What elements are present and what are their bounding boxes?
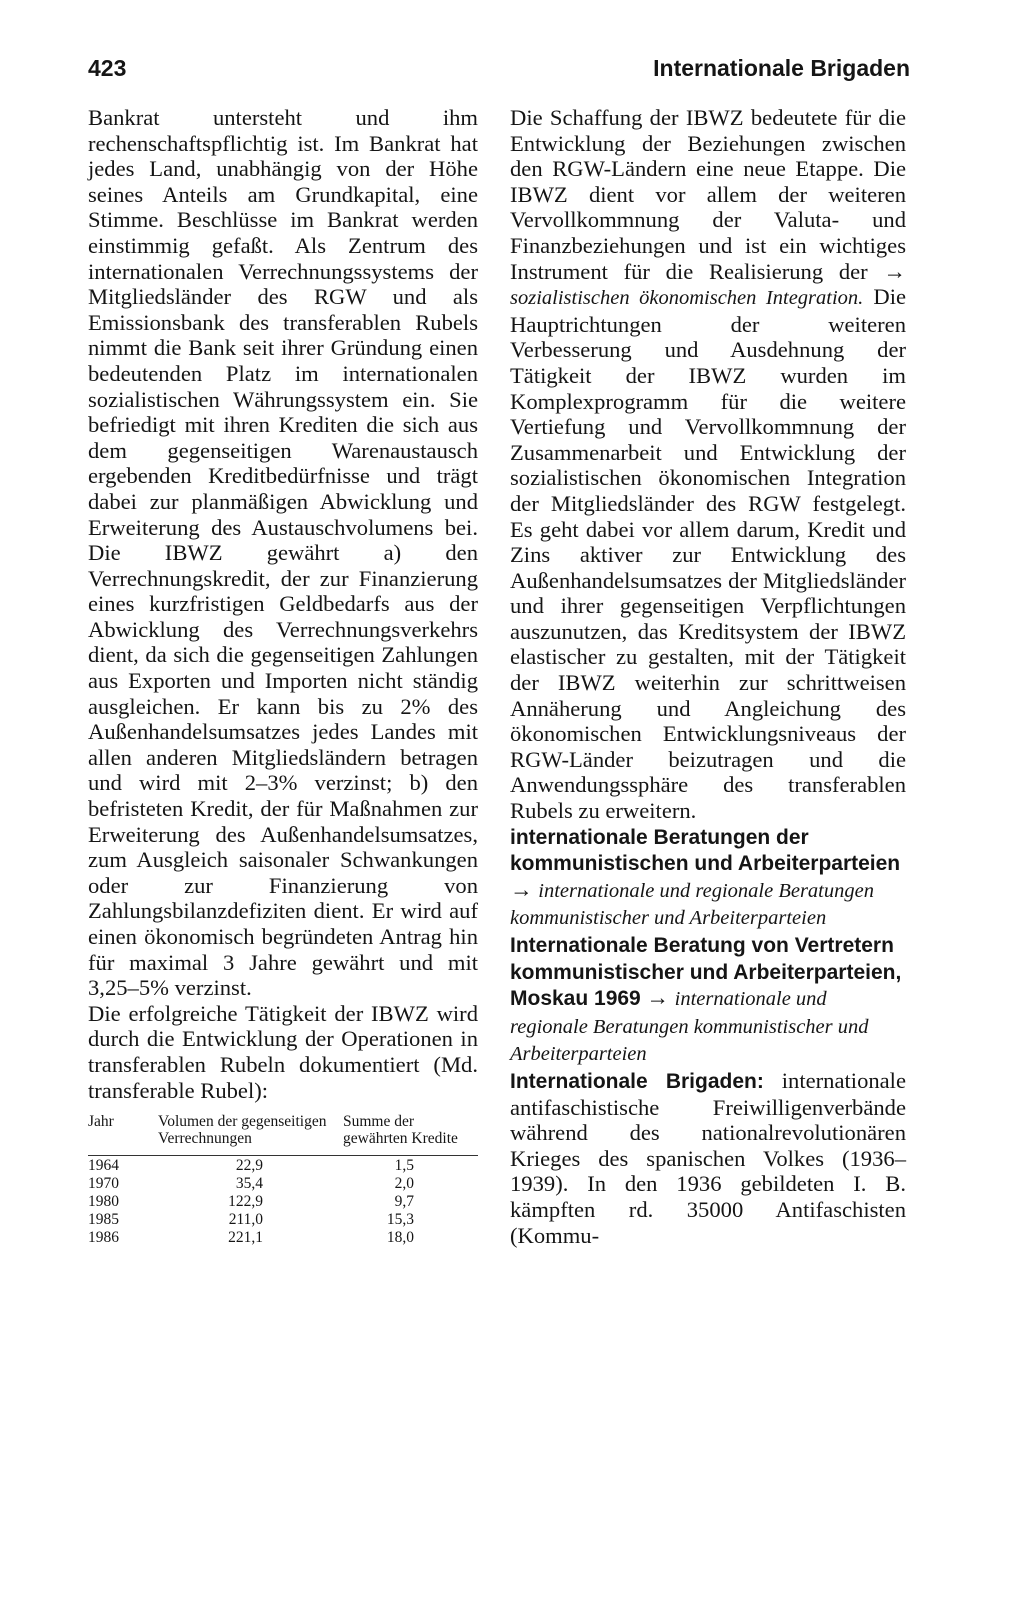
table-row xyxy=(88,1192,478,1210)
right-paragraph-1-text: Die Schaffung der IBWZ bedeutete für die Entwicklung der Beziehungen zwischen den RGW-Ländern eine neue Etappe. Die IBWZ dient vor allem der weiteren Vervollkommnung der Valuta- und Finanzbeziehungen und ist ein wichtiges Instrument für die Realisierung der xyxy=(510,105,906,284)
table-header-kredite: Summe der gewährten Kredite xyxy=(343,1113,478,1156)
cross-reference-arrow: → xyxy=(646,985,669,1011)
entry-keyword: Internationale Beratung von Vertretern kommunistischer und Arbeiterparteien, Moskau 1969 xyxy=(510,934,902,1011)
table-header-row xyxy=(88,1113,478,1156)
operations-table xyxy=(88,1113,478,1246)
table-cell-volume: 122,9 xyxy=(228,1192,263,1210)
table-row xyxy=(88,1210,478,1228)
left-paragraph-2: Die erfolgreiche Tätigkeit der IBWZ wird durch die Entwicklung der Operationen in transferablen Rubeln dokumentiert (Md. transferable Rubel): xyxy=(88,1000,478,1103)
right-column xyxy=(510,105,906,1248)
right-paragraph-1 xyxy=(510,105,906,824)
entry-keyword: Internationale Brigaden: xyxy=(510,1069,764,1093)
table-cell-volume: 22,9 xyxy=(235,1156,263,1174)
dictionary-entry-beratungen xyxy=(510,824,906,932)
table-cell-year: 1980 xyxy=(88,1192,119,1210)
operations-table-wrapper xyxy=(88,1113,478,1246)
table-row xyxy=(88,1228,478,1246)
right-paragraph-1-continuation: Die Hauptrichtungen der weiteren Verbesserung und Ausdehnung der Tätigkeit der IBWZ wurden im Komplexprogramm für die weitere Vertiefung und Vervollkommnung der Zusammenarbeit und Entwicklung der sozialistischen ökonomischen Integration der Mitgliedsländer des RGW festgelegt. Es geht dabei vor allem darum, Kredit und Zins aktiver zur Entwicklung des Außenhandelsumsatzes der Mitgliedsländer und ihrer gegenseitigen Verpflichtungen auszunutzen, das Kreditsystem der IBWZ elastischer zu gestalten, mit der Tätigkeit der IBWZ weiterhin zur schrittweisen Annäherung und Angleichung des ökonomischen Entwicklungsniveaus der RGW-Länder beizutragen und die Anwendungssphäre des transferablen Rubels zu erweitern. xyxy=(510,284,906,824)
table-cell-credit: 1,5 xyxy=(394,1156,414,1174)
entry-keyword: internationale Beratungen der kommunistischen und Arbeiterparteien xyxy=(510,825,901,876)
cross-reference-link[interactable]: internationale und regionale Beratungen kommunistischer und Arbeiterparteien xyxy=(510,879,874,930)
cross-reference-arrow: → xyxy=(510,876,533,902)
table-cell-year: 1985 xyxy=(88,1210,119,1228)
table-header-volumen: Volumen der gegenseitigen Verrechnungen xyxy=(158,1113,343,1156)
table-header-jahr: Jahr xyxy=(88,1113,158,1156)
table-cell-credit: 15,3 xyxy=(386,1210,414,1228)
table-cell-volume: 35,4 xyxy=(235,1174,263,1192)
cross-reference-arrow: → xyxy=(883,258,906,284)
dictionary-entry-beratung-moskau xyxy=(510,932,906,1068)
table-cell-credit: 9,7 xyxy=(394,1192,414,1210)
table-row xyxy=(88,1156,478,1175)
page-header xyxy=(88,55,910,89)
table-cell-year: 1964 xyxy=(88,1156,119,1174)
table-cell-volume: 221,1 xyxy=(228,1228,263,1246)
table-cell-year: 1970 xyxy=(88,1174,119,1192)
cross-reference-link[interactable]: sozialistischen ökonomischen Integration. xyxy=(510,287,864,310)
dictionary-entry-brigaden xyxy=(510,1068,906,1248)
entry-text: internationale antifaschistische Freiwilligenverbände während des nationalrevolutionären Krieges des spanischen Volkes (1936–1939). In den 1936 gebildeten I. B. kämpften rd. 35000 Antifaschisten (Kommu- xyxy=(510,1067,906,1248)
cross-reference-link[interactable]: internationale und regionale Beratungen kommunistischer und Arbeiterparteien xyxy=(510,988,869,1066)
running-head: Internationale Brigaden xyxy=(653,55,910,81)
table-row xyxy=(88,1174,478,1192)
left-paragraph-1: Bankrat untersteht und ihm rechenschaftspflichtig ist. Im Bankrat hat jedes Land, unabhängig von der Höhe seines Anteils am Grundkapital, eine Stimme. Beschlüsse im Bankrat werden einstimmig gefaßt. Als Zentrum des internationalen Verrechnungssystems der Mitgliedsländer des RGW und als Emissionsbank des transferablen Rubels nimmt die Bank seit ihrer Gründung einen bedeutenden Platz im internationalen sozialistischen Währungssystem ein. Sie befriedigt mit ihren Krediten die sich aus dem gegenseitigen Warenaustausch ergebenden Kreditbedürfnisse und trägt dabei zur planmäßigen Abwicklung und Erweiterung des Austauschvolumens bei. Die IBWZ gewährt a) den Verrechnungskredit, der zur Finanzierung eines kurzfristigen Geldbedarfs aus der Abwicklung des Verrechnungsverkehrs dient, da sich die gegenseitigen Zahlungen aus Exporten und Importen nicht ständig ausgleichen. Er kann bis zu 2% des Außenhandelsumsatzes jedes Landes mit allen anderen Mitgliedsländern betragen und wird mit 2–3% verzinst; b) den befristeten Kredit, der für Maßnahmen zur Erweiterung des Außenhandelsumsatzes, zum Ausgleich saisonaler Schwankungen oder zur Finanzierung von Zahlungsbilanzdefiziten dient. Er wird auf einen ökonomisch begründeten Antrag hin für maximal 3 Jahre gewährt und mit 3,25–5% verzinst. xyxy=(88,105,478,1001)
table-cell-volume: 211,0 xyxy=(228,1210,263,1228)
table-cell-credit: 2,0 xyxy=(394,1174,414,1192)
table-cell-credit: 18,0 xyxy=(386,1228,414,1246)
table-cell-year: 1986 xyxy=(88,1228,119,1246)
page-number: 423 xyxy=(88,55,127,81)
left-column xyxy=(88,105,478,1246)
